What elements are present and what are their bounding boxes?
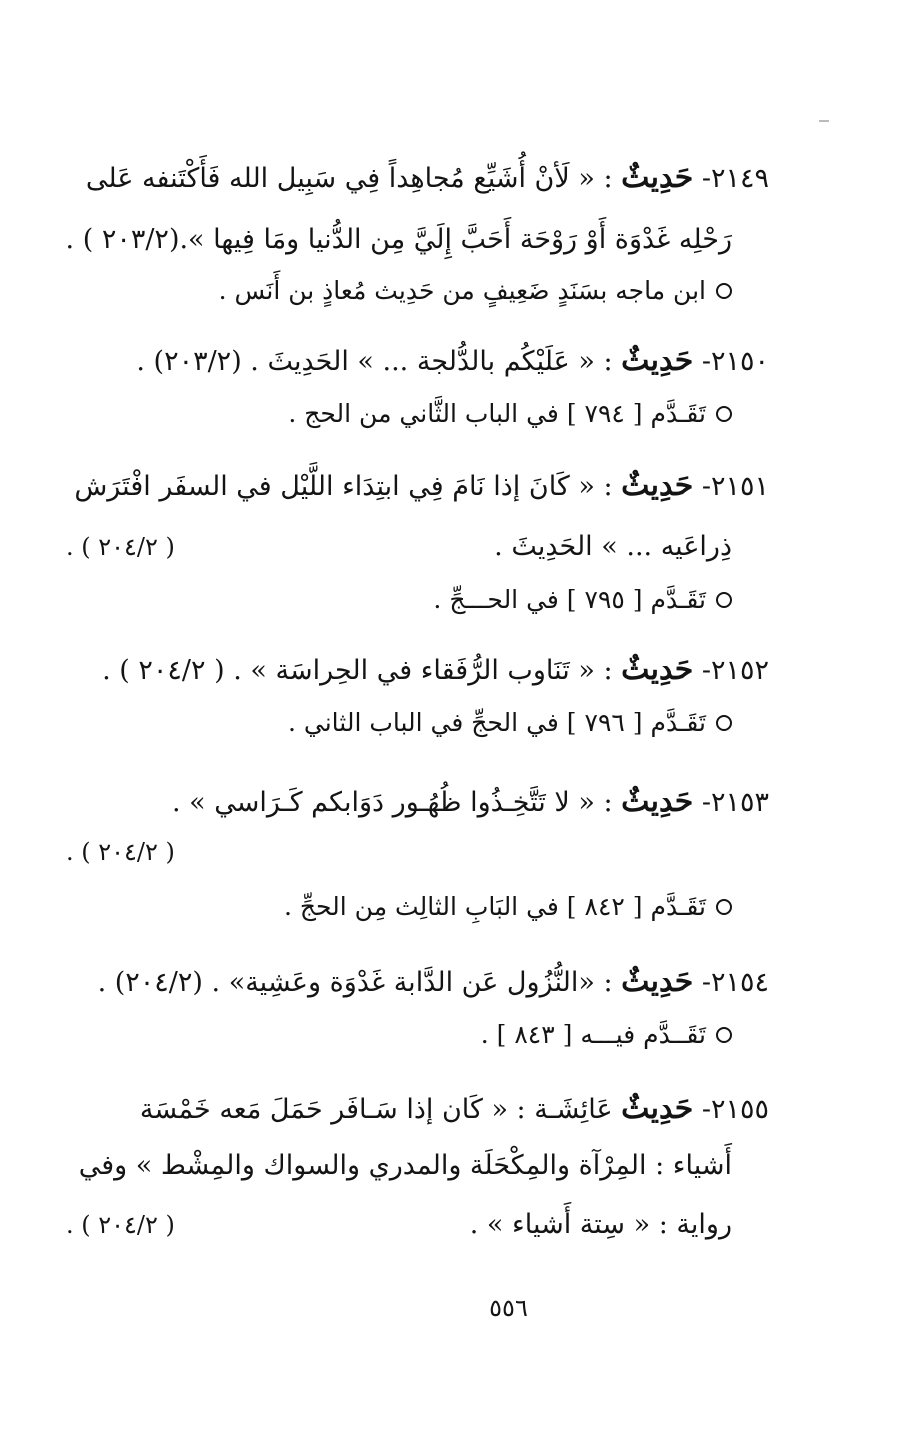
circle-bullet-icon xyxy=(716,406,732,422)
entry-number: ٢١٥٥- xyxy=(701,1094,769,1125)
entry-number: ٢١٥٣- xyxy=(701,787,769,818)
entry-2153-line1 xyxy=(66,782,769,822)
entry-2149-note xyxy=(150,271,732,311)
note-text: تَقَـدَّم [ ٧٩٤ ] في الباب الثَّاني من الحج . xyxy=(288,399,706,428)
circle-bullet-icon xyxy=(716,592,732,608)
entry-text: : « كَانَ إذا نَامَ فِي ابتِدَاء اللَّيْل في السفَر افْتَرَش xyxy=(74,471,613,502)
entry-text: : « عَلَيْكُم بالدُّلجة ... » الحَدِيثَ . (٢٠٣/٢) . xyxy=(136,346,613,377)
entry-text: : « لَأنْ أُشَيِّع مُجاهِداً فِي سَبِيل الله فَأَكْتَنفه عَلى xyxy=(85,163,613,194)
entry-2153-reference: ( ٢٠٤/٢ ) . xyxy=(66,838,175,866)
note-text: تَقَـدَّم [ ٨٤٢ ] في البَابِ الثالِث مِن الحجِّ . xyxy=(283,892,706,921)
entry-text: رواية : « سِتة أَشياء » . xyxy=(469,1209,732,1240)
hadith-keyword: حَدِيثٌ xyxy=(621,343,694,378)
hadith-keyword: حَدِيثٌ xyxy=(621,784,694,819)
entry-2152-note xyxy=(150,703,732,743)
note-text: ابن ماجه بسَنَدٍ ضَعِيفٍ من حَدِيث مُعاذٍ بن أَنَس . xyxy=(218,276,706,305)
entry-2155-line2 xyxy=(66,1146,732,1186)
entry-2155-line1 xyxy=(66,1089,769,1129)
hadith-keyword: حَدِيثٌ xyxy=(621,160,694,195)
entry-text: : « لا تَتَّخِـذُوا ظُهُـور دَوَابكم كَـرَاسي » . xyxy=(171,787,613,818)
entry-2155-line3 xyxy=(260,1205,732,1245)
entry-number: ٢١٥٢- xyxy=(701,655,769,686)
circle-bullet-icon xyxy=(716,283,732,299)
entry-number: ٢١٥٠- xyxy=(701,346,769,377)
entry-2155-reference: ( ٢٠٤/٢ ) . xyxy=(66,1211,175,1239)
circle-bullet-icon xyxy=(716,1027,732,1043)
hadith-keyword: حَدِيثٌ xyxy=(621,652,694,687)
entry-text: : « تَنَاوب الرُّفَقاء في الحِراسَة » . ( ٢٠٤/٢ ) . xyxy=(102,655,613,686)
hadith-keyword: حَدِيثٌ xyxy=(621,468,694,503)
hadith-keyword: حَدِيثٌ xyxy=(621,964,694,999)
entry-2150-line1 xyxy=(66,341,769,381)
entry-2154-note xyxy=(150,1015,732,1055)
hadith-keyword: حَدِيثٌ xyxy=(621,1091,694,1126)
entry-2149-line2 xyxy=(66,220,732,260)
entry-text: رَحْلِه غَدْوَة أَوْ رَوْحَة أَحَبَّ إِلَيَّ مِن الدُّنيا ومَا فِيها ».(٢٠٣/٢ ) . xyxy=(65,224,732,255)
page-number: ٥٥٦ xyxy=(489,1294,528,1322)
scan-mark xyxy=(819,120,829,122)
entry-text: عَائِشَـة : « كَان إذا سَـافَر حَمَلَ مَعه خَمْسَة xyxy=(139,1094,613,1125)
entry-2154-line1 xyxy=(66,962,769,1002)
entry-2151-line2 xyxy=(210,527,732,567)
entry-2151-reference: ( ٢٠٤/٢ ) . xyxy=(66,533,175,561)
circle-bullet-icon xyxy=(716,899,732,915)
entry-2150-note xyxy=(150,394,732,434)
circle-bullet-icon xyxy=(716,715,732,731)
entry-number: ٢١٥١- xyxy=(701,471,769,502)
note-text: تَقَـدَّم [ ٧٩٦ ] في الحجِّ في الباب الثاني . xyxy=(287,708,706,737)
entry-2152-line1 xyxy=(66,650,769,690)
entry-number: ٢١٤٩- xyxy=(701,163,769,194)
entry-text: ذِراعَيه ... » الحَدِيثَ . xyxy=(494,531,732,562)
entry-2153-note xyxy=(150,887,732,927)
note-text: تَقَـدَّم [ ٧٩٥ ] في الحـــجِّ . xyxy=(433,585,706,614)
note-text: تَقَــدَّم فيـــه [ ٨٤٣ ] . xyxy=(480,1020,706,1049)
entry-2149-line1 xyxy=(66,158,769,198)
entry-text: أَشياء : المِرْآة والمِكْحَلَة والمدري والسواك والمِشْط » وفي xyxy=(78,1150,732,1181)
entry-2151-note xyxy=(150,580,732,620)
entry-text: : «النُّزُول عَن الدَّابة غَدْوَة وعَشِية» . (٢٠٤/٢) . xyxy=(97,967,613,998)
entry-number: ٢١٥٤- xyxy=(701,967,769,998)
entry-2151-line1 xyxy=(66,466,769,506)
